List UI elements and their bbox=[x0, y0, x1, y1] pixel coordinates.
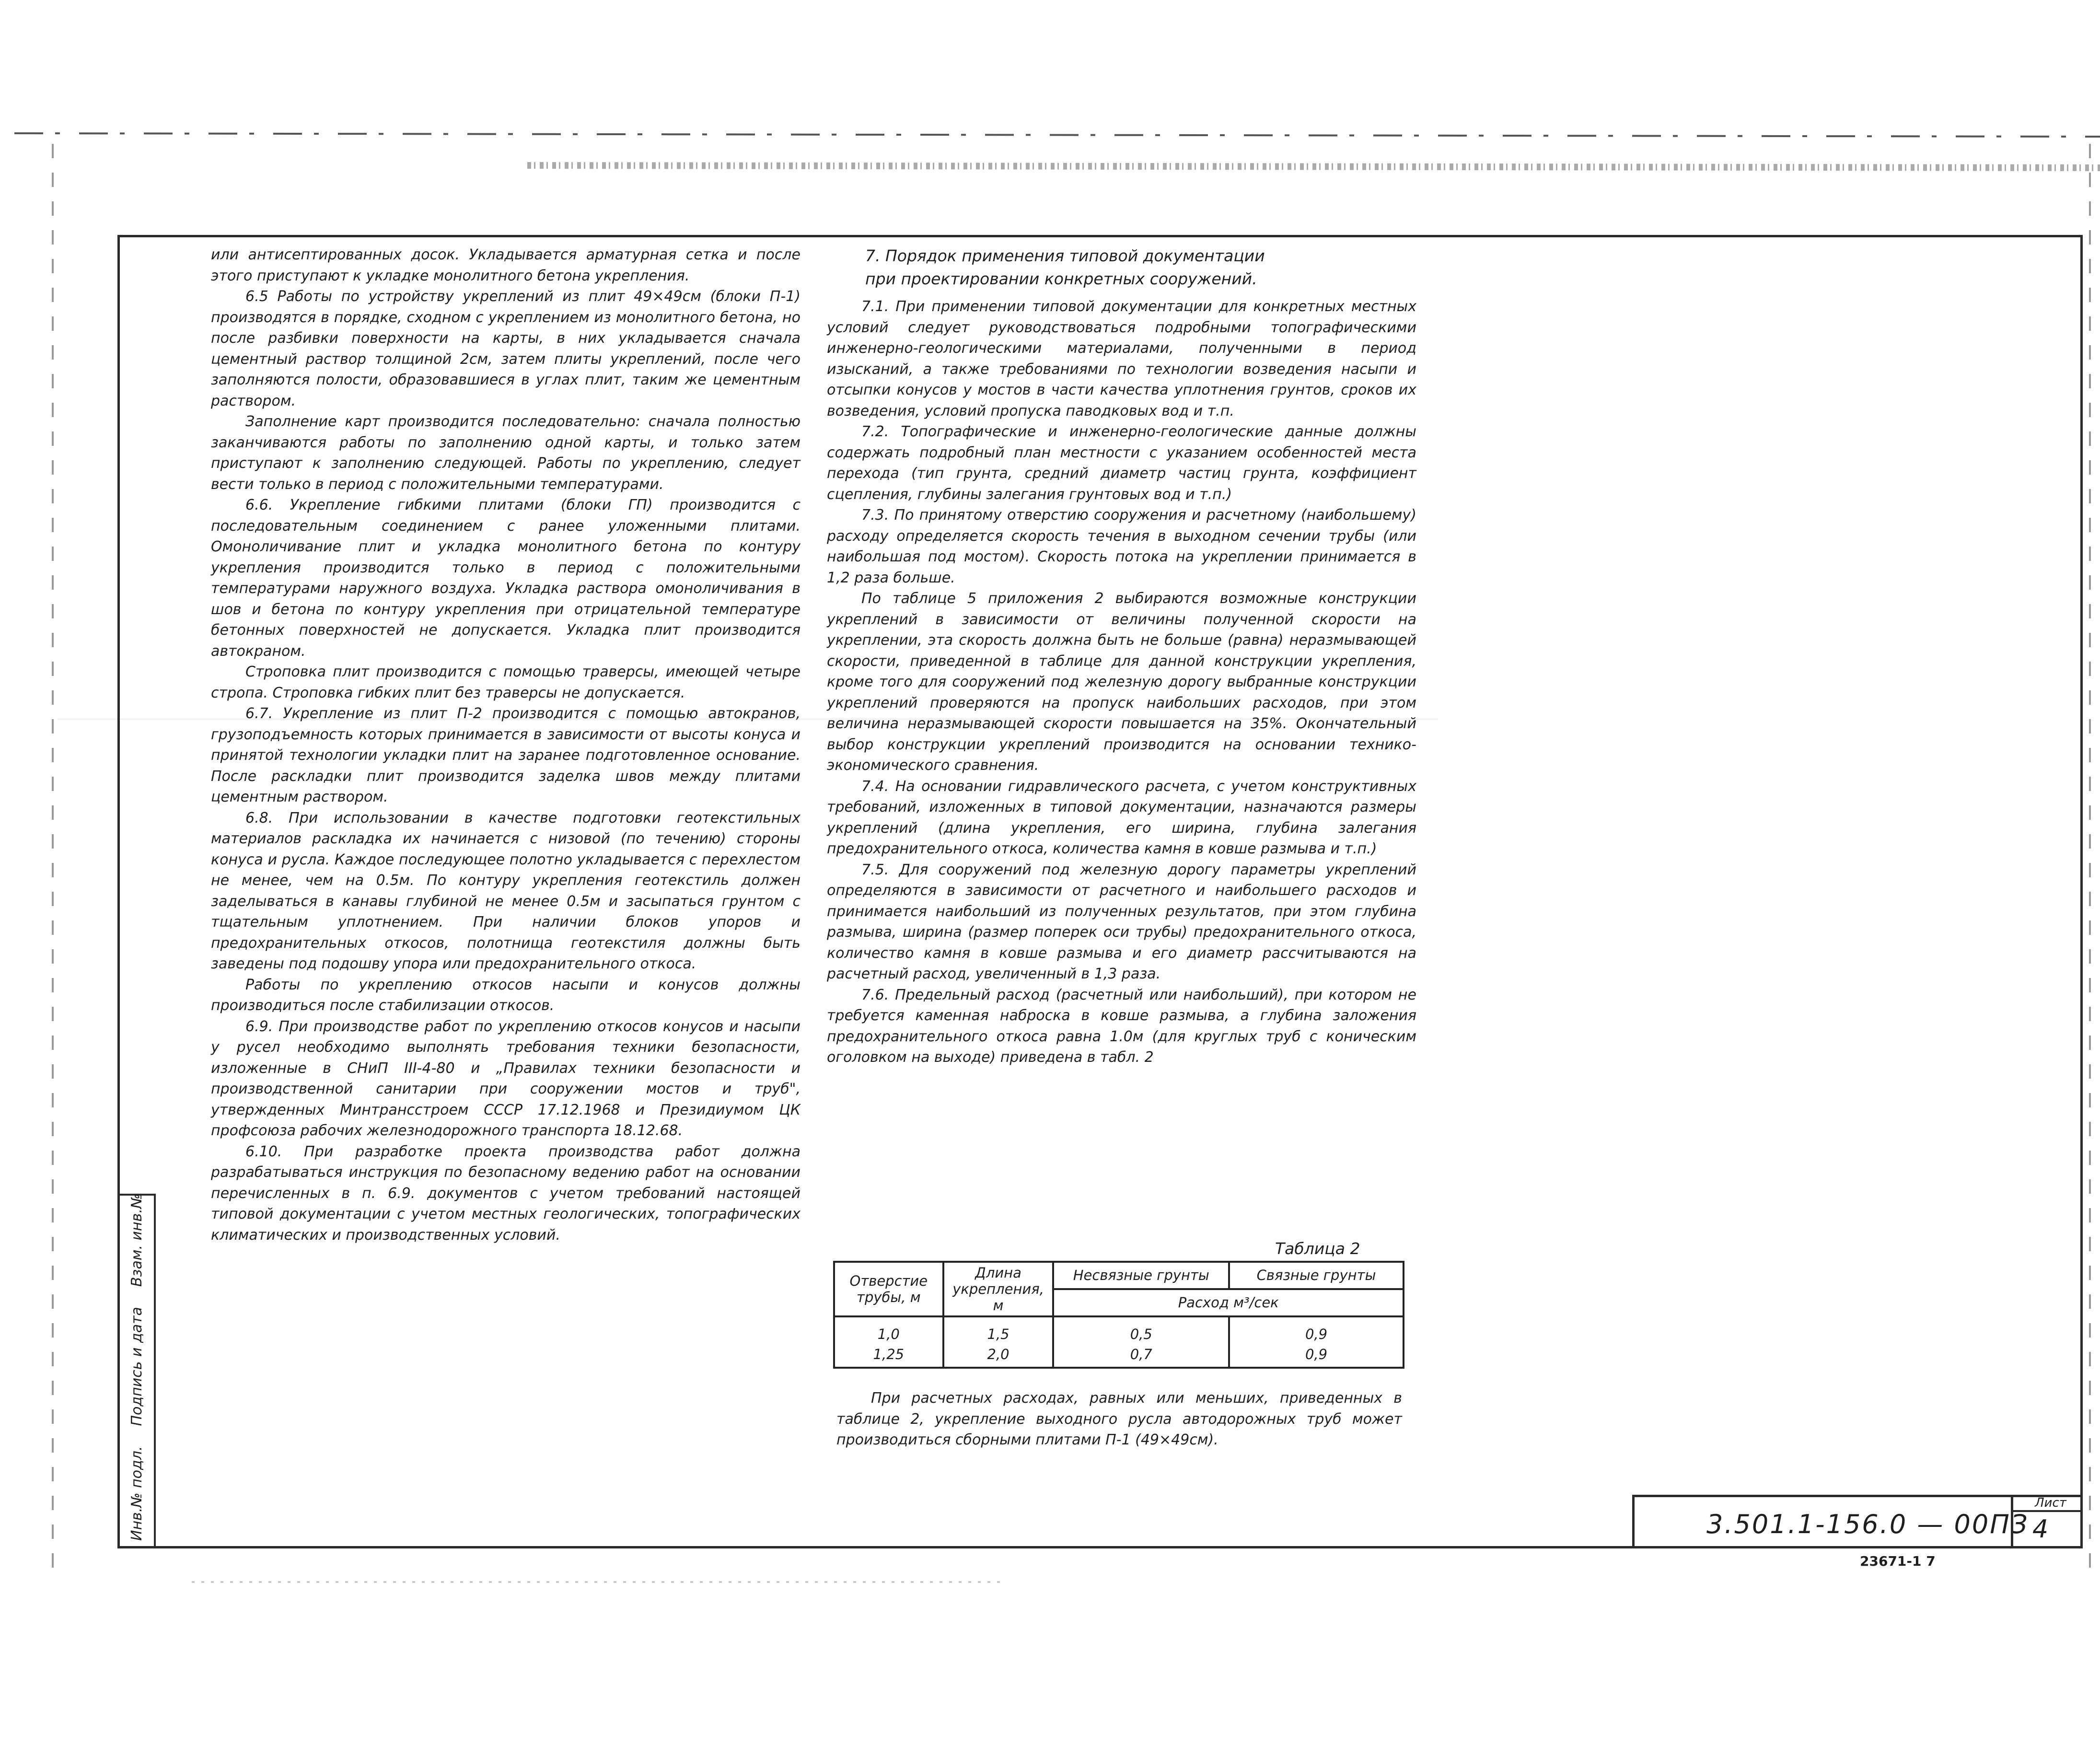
table-cell: 0,7 bbox=[1130, 1346, 1152, 1362]
sheet-box-divider bbox=[2011, 1510, 2083, 1512]
sheet-number: 4 bbox=[2032, 1515, 2049, 1544]
table-caption: Таблица 2 bbox=[1275, 1239, 1360, 1258]
table-cell: 1,25 bbox=[873, 1346, 905, 1362]
paragraph: 7.4. На основании гидравлического расчета, с учетом конструктивных требований, изложенных в типовой документации, назначаются размеры укреплений (длина укрепления, его ширина, глубина залегания предохранительного откоса, количества камня в ковше размыва и т.п.) bbox=[827, 778, 1416, 857]
table-cell: 1,5 bbox=[987, 1326, 1009, 1342]
table-note: При расчетных расходах, равных или меньших, приведенных в таблице 2, укрепление выходного русла автодорожных труб может производиться сборными плитами П-1 (49×49см). bbox=[836, 1390, 1402, 1448]
table-subheader-flow: Расход м³/сек bbox=[1053, 1289, 1404, 1316]
table-cell-opening bbox=[834, 1316, 943, 1368]
document-code: 3.501.1-156.0 — 00ПЗ bbox=[1706, 1509, 2029, 1539]
paragraph: 6.8. При использовании в качестве подготовки геотекстильных материалов раскладка их начинается с низовой (по течению) стороны конуса и русла. Каждое последующее полотно укладывается с перехлестом не менее, чем на 0.5м. По контуру укрепления геотекстиль должен заделываться в канавы глубиной не менее 0.5м и засыпаться грунтом с тщательным уплотнением. При наличии блоков упоров и предохранительных откосов, полотнища геотекстиля должны быть заведены под подошву упора или предохранительного откоса. bbox=[211, 809, 801, 972]
table-header-noncohesive: Несвязные грунты bbox=[1053, 1262, 1229, 1289]
section-heading-line2: при проектировании конкретных сооружений. bbox=[865, 269, 1257, 288]
right-paragraphs bbox=[827, 296, 1416, 1068]
sheet-label: Лист bbox=[2035, 1496, 2066, 1510]
table-cell: 0,5 bbox=[1130, 1326, 1152, 1342]
table-cell: 0,9 bbox=[1305, 1346, 1328, 1362]
sidebar-inv-orig: Инв.№ подл. bbox=[128, 1446, 145, 1541]
paragraph: 7.1. При применении типовой документации для конкретных местных условий следует руководствоваться подробными топографическими инженерно-геологическими материалами, полученными в период изысканий, а также требованиями по технологии возведения насыпи и отсыпки конусов у мостов в части качества уплотнения грунтов, сроков их возведения, условий пропуска паводковых вод и т.п. bbox=[827, 298, 1416, 419]
archive-number: 23671-1 7 bbox=[1860, 1553, 1936, 1569]
paragraph: 6.6. Укрепление гибкими плитами (блоки ГП) производится с последовательным соединением с ранее уложенными плитами. Омоноличивание плит и укладка монолитного бетона по контуру укрепления производится только в период с положительными температурами наружного воздуха. Укладка раствора омоноличивания в шов и бетона по контуру укрепления при отрицательной температуре бетонных поверхностей не допускается. Укладка плит производится автокраном. bbox=[211, 497, 801, 660]
paragraph: 7.5. Для сооружений под железную дорогу параметры укреплений определяются в зависимости от расчетного и наибольшего расходов и принимается наибольший из полученных результатов, при этом глубина размыва, ширина (размер поперек оси трубы) предохранительного откоса, количество камня в ковше размыва и его диаметр рассчитываются на расчетный расход, увеличенный в 1,3 раза. bbox=[827, 861, 1416, 982]
paragraph: 7.2. Топографические и инженерно-геологические данные должны содержать подробный план местности с указанием особенностей места перехода (тип грунта, средний диаметр частиц грунта, коэффициент сцепления, глубины залегания грунтовых вод и т.п.) bbox=[827, 423, 1416, 503]
table-cell: 0,9 bbox=[1305, 1326, 1328, 1342]
table-header-length: Длина укрепления, м bbox=[943, 1262, 1054, 1316]
paragraph: Работы по укреплению откосов насыпи и конусов должны производиться после стабилизации откосов. bbox=[211, 976, 801, 1014]
sidebar-inv-dup: Взам. инв.№ bbox=[128, 1193, 145, 1287]
right-column bbox=[827, 244, 1416, 1068]
section-heading bbox=[865, 244, 1416, 291]
paragraph: 6.7. Укрепление из плит П-2 производится с помощью автокранов, грузоподъемность которых принимается в зависимости от высоты конуса и принятой технологии укладки плит на заранее подготовленное основание. После раскладки плит производится заделка швов между плитами цементным раствором. bbox=[211, 705, 801, 805]
table-header-cohesive: Связные грунты bbox=[1229, 1262, 1404, 1289]
paragraph: 6.5 Работы по устройству укреплений из плит 49×49см (блоки П-1) производятся в порядке, сходном с укреплением из монолитного бетона, но после разбивки поверхности на карты, в них укладывается сначала цементный раствор толщиной 2см, затем плиты укреплений, после чего заполняются полости, образовавшиеся в углах плит, таким же цементным раствором. bbox=[211, 288, 801, 409]
sidebar-sign-date: Подпись и дата bbox=[128, 1307, 145, 1426]
paragraph: Строповка плит производится с помощью траверсы, имеющей четыре стропа. Строповка гибких плит без траверсы не допускается. bbox=[211, 663, 801, 701]
table-cell: 1,0 bbox=[877, 1326, 900, 1342]
paragraph: 7.3. По принятому отверстию сооружения и расчетному (наибольшему) расходу определяется скорость течения в выходном сечении трубы (или наибольшая под мостом). Скорость потока на укреплении принимается в 1,2 раза больше. bbox=[827, 507, 1416, 586]
sidebar-labels bbox=[120, 1189, 153, 1544]
paragraph: 6.10. При разработке проекта производства работ должна разрабатываться инструкция по безопасному ведению работ на основании перечисленных в п. 6.9. документов с учетом требований настоящей типовой документации с учетом местных геологических, топографических климатических и производственных условий. bbox=[211, 1143, 801, 1244]
paragraph: 6.9. При производстве работ по укреплению откосов конусов и насыпи у русел необходимо выполнять требования техники безопасности, изложенные в СНиП III-4-80 и „Правилах техники безопасности и производственной санитарии при сооружении мостов и труб", утвержденных Минтрансстроем СССР 17.12.1968 и Президиумом ЦК профсоюза рабочих железнодорожного транспорта 18.12.68. bbox=[211, 1018, 801, 1139]
paragraph: или антисептированных досок. Укладывается арматурная сетка и после этого приступают к укладке монолитного бетона укрепления. bbox=[211, 246, 801, 284]
section-heading-line1: 7. Порядок применения типовой документации bbox=[865, 246, 1265, 265]
table-cell: 2,0 bbox=[987, 1346, 1009, 1362]
table-values-row bbox=[834, 1316, 1404, 1368]
paragraph: Заполнение карт производится последовательно: сначала полностью заканчиваются работы по заполнению одной карты, и только затем приступают к заполнению следующей. Работы по укреплению, следует вести только в период с положительными температурами. bbox=[211, 413, 801, 493]
table-cell-length bbox=[943, 1316, 1054, 1368]
table-cell-noncohesive bbox=[1053, 1316, 1229, 1368]
table-header-opening: Отверстие трубы, м bbox=[834, 1262, 943, 1316]
data-table bbox=[833, 1261, 1404, 1369]
left-column bbox=[211, 244, 801, 1245]
paragraph: По таблице 5 приложения 2 выбираются возможные конструкции укреплений в зависимости от величины полученной скорости на укреплении, эта скорость должна быть не больше (равна) неразмывающей скорости, приведенной в таблице для данной конструкции укрепления, кроме того для сооружений под железную дорогу выбранные конструкции укреплений проверяются на пропуск наибольших расходов, при этом величина неразмывающей скорости повышается на 35%. Окончательный выбор конструкции укреплений производится на основании технико-экономического сравнения. bbox=[827, 590, 1416, 774]
paragraph: 7.6. Предельный расход (расчетный или наибольший), при котором не требуется каменная наброска в ковше размыва, а глубина заложения предохранительного откоса равна 1.0м (для круглых труб с коническим оголовком на выходе) приведена в табл. 2 bbox=[827, 986, 1416, 1066]
table-cell-cohesive bbox=[1229, 1316, 1404, 1368]
